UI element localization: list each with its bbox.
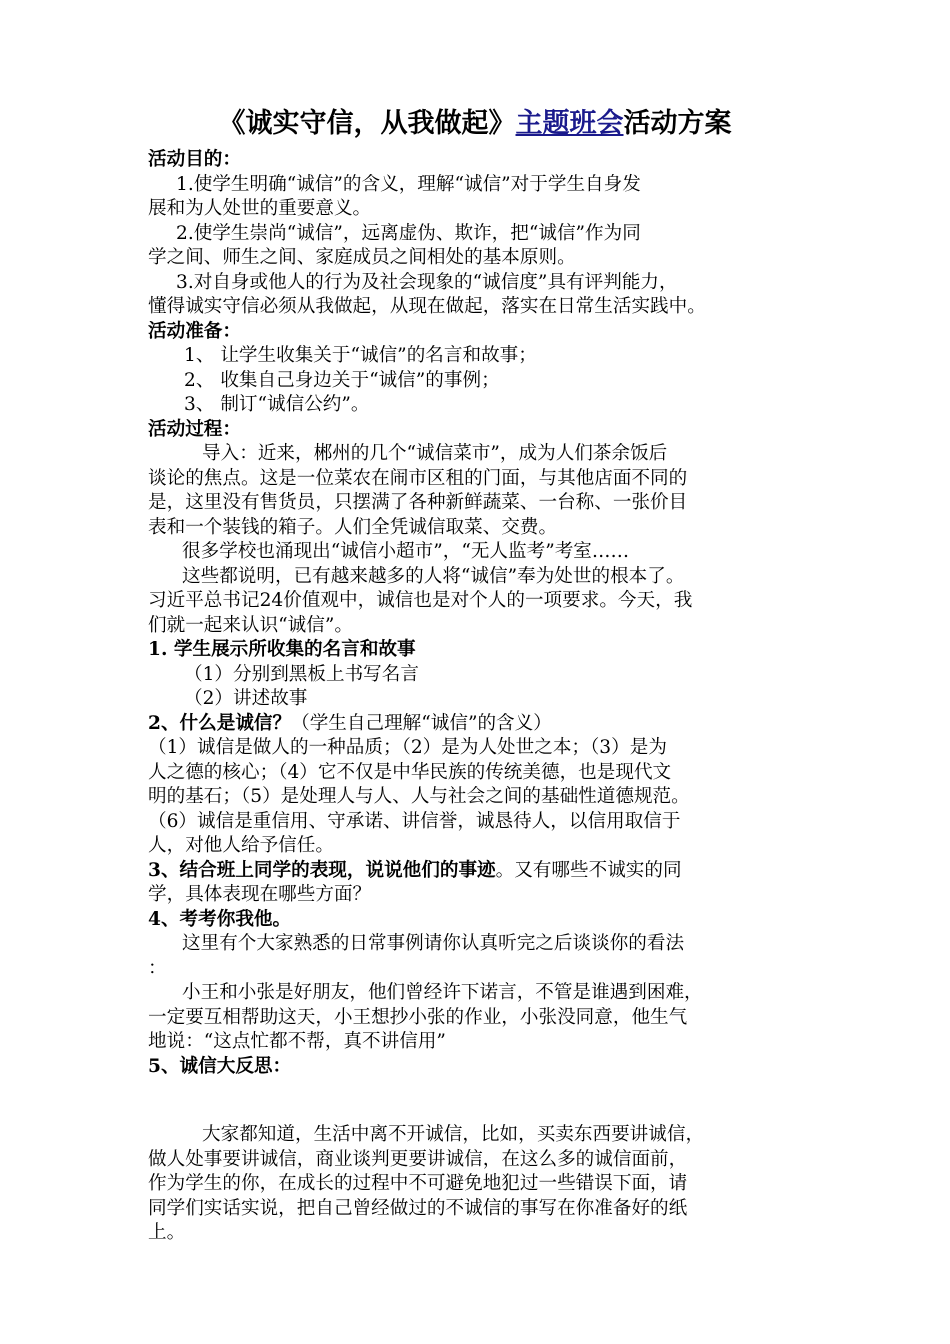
reflection-paragraph xyxy=(148,1123,813,1246)
title-prefix: 《诚实守信，从我做起》 xyxy=(218,108,516,139)
paragraph-line: 人，对他人给予信任。 xyxy=(148,835,334,856)
paragraph-line: 是，这里没有售货员，只摆满了各种新鲜蔬菜、一台称、一张价目 xyxy=(148,492,688,513)
list-item: （1）分别到黑板上书写名言 xyxy=(184,663,419,685)
paragraph-line: 这些都说明，已有越来越多的人将“诚信”奉为处世的根本了。 xyxy=(182,565,685,587)
list-item: 3、 制订“诚信公约”。 xyxy=(184,394,370,415)
list-item: 2、 收集自己身边关于“诚信”的事例； xyxy=(184,369,500,391)
document-title xyxy=(0,104,950,144)
paragraph-line: 同学们实话实说，把自己曾经做过的不诚信的事写在你准备好的纸 xyxy=(148,1197,688,1219)
paragraph-line: 3.对自身或他人的行为及社会现象的“诚信度”具有评判能力， xyxy=(176,271,678,293)
subsection-heading-2: 2、什么是诚信？ xyxy=(148,712,292,734)
paragraph-line: 表和一个装钱的箱子。人们全凭诚信取菜、交费。 xyxy=(148,516,558,538)
subsection-3-line xyxy=(148,859,813,884)
paragraph-line: 做人处事要讲诚信，商业谈判更要讲诚信，在这么多的诚信面前， xyxy=(148,1148,688,1170)
paragraph-line: 一定要互相帮助这天，小王想抄小张的作业，小张没同意，他生气 xyxy=(148,1006,688,1028)
paragraph-line: 导入：近来，郴州的几个“诚信菜市”，成为人们茶余饭后 xyxy=(202,443,668,464)
title-suffix: 活动方案 xyxy=(623,108,732,139)
list-item: （2）讲述故事 xyxy=(184,688,308,709)
subsection-note: （学生自己理解“诚信”的含义） xyxy=(291,712,552,734)
section-heading-purpose: 活动目的： xyxy=(148,149,241,170)
title-link[interactable]: 主题班会 xyxy=(515,108,624,139)
section-heading-prep: 活动准备： xyxy=(148,320,241,342)
paragraph-line: 们就一起来认识“诚信”。 xyxy=(148,614,353,636)
paragraph-line: （6）诚信是重信用、守承诺、讲信誉，诚恳待人，以信用取信于 xyxy=(148,810,681,832)
subsection-text: 。又有哪些不诚实的同 xyxy=(495,859,682,881)
paragraph-line: 明的基石；（5）是处理人与人、人与社会之间的基础性道德规范。 xyxy=(148,786,690,807)
list-item: 1、 让学生收集关于“诚信”的名言和故事； xyxy=(184,345,537,366)
paragraph-line: 谈论的焦点。这是一位菜农在闹市区租的门面，与其他店面不同的 xyxy=(148,467,688,489)
subsection-2-line xyxy=(148,712,813,737)
paragraph-line: 作为学生的你，在成长的过程中不可避免地犯过一些错误下面，请 xyxy=(148,1173,688,1194)
paragraph-line: 学，具体表现在哪些方面？ xyxy=(148,884,372,905)
paragraph-line: 小王和小张是好朋友，他们曾经许下诺言，不管是谁遇到困难， xyxy=(182,982,703,1003)
subsection-heading-4: 4、考考你我他。 xyxy=(148,908,292,930)
paragraph-line: 人之德的核心；（4）它不仅是中华民族的传统美德，也是现代文 xyxy=(148,761,672,783)
paragraph-line: 2.使学生崇尚“诚信”，远离虚伪、欺诈，把“诚信”作为同 xyxy=(176,222,641,244)
document-body xyxy=(148,148,813,1079)
subsection-heading-1: 1. 学生展示所收集的名言和故事 xyxy=(148,639,416,660)
paragraph-line: 懂得诚实守信必须从我做起，从现在做起，落实在日常生活实践中。 xyxy=(148,296,706,317)
paragraph-line: ： xyxy=(148,957,167,979)
paragraph-line: 学之间、师生之间、家庭成员之间相处的基本原则。 xyxy=(148,247,576,268)
subsection-heading-3: 3、结合班上同学的表现，说说他们的事迹 xyxy=(148,859,496,881)
paragraph-line: 很多学校也涌现出“诚信小超市”，“无人监考”考室…… xyxy=(182,541,630,562)
paragraph-line: 习近平总书记24价值观中，诚信也是对个人的一项要求。今天，我 xyxy=(148,590,693,611)
paragraph-line: 1.使学生明确“诚信”的含义，理解“诚信”对于学生自身发 xyxy=(176,173,641,195)
section-heading-process: 活动过程： xyxy=(148,418,241,440)
paragraph-line: （1）诚信是做人的一种品质；（2）是为人处世之本；（3）是为 xyxy=(148,737,667,758)
paragraph-line: 展和为人处世的重要意义。 xyxy=(148,198,372,219)
paragraph-line: 上。 xyxy=(148,1222,186,1243)
paragraph-line: 大家都知道，生活中离不开诚信，比如，买卖东西要讲诚信， xyxy=(202,1124,705,1145)
paragraph-line: 这里有个大家熟悉的日常事例请你认真听完之后谈谈你的看法 xyxy=(182,933,685,954)
paragraph-line: 地说：“这点忙都不帮，真不讲信用” xyxy=(148,1031,446,1052)
subsection-heading-5: 5、诚信大反思： xyxy=(148,1055,292,1077)
